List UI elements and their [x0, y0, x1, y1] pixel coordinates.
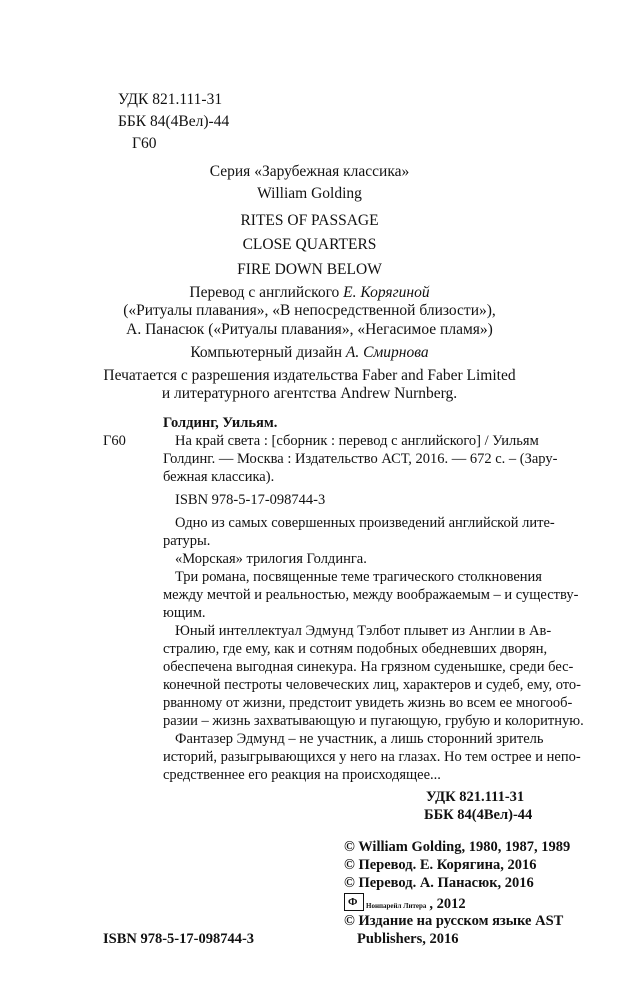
designer-name: А. Смирнова: [345, 344, 429, 361]
annotation-p1-line-1: Одно из самых совершенных произведений английской лите-: [175, 515, 555, 531]
series-label: Серия «Зарубежная классика»: [209, 163, 410, 180]
author-mark-top: Г60: [132, 135, 157, 152]
publisher-logo-text: Нонпарейл Литера: [366, 902, 427, 910]
permission-line-1: Печатается с разрешения издательства Faber and Faber Limited: [103, 367, 516, 384]
annotation-p3-line-3: ющим.: [163, 605, 206, 621]
copyright-line-6: Publishers, 2016: [357, 931, 459, 947]
copyright-logo-year: , 2012: [429, 896, 466, 912]
annotation-p5-line-1: Фантазер Эдмунд – не участник, а лишь сторонний зритель: [175, 731, 544, 747]
design-prefix: Компьютерный дизайн: [190, 344, 346, 361]
translator-prefix: Перевод с английского: [189, 284, 344, 301]
bibliography-line-3: бежная классика).: [163, 469, 275, 485]
title-fire-down-below: FIRE DOWN BELOW: [237, 261, 382, 278]
footer-isbn: ISBN 978-5-17-098744-3: [103, 931, 255, 947]
annotation-p1-line-2: ратуры.: [163, 533, 211, 549]
annotation-p5-line-3: средственнее его реакция на происходящее...: [163, 767, 441, 783]
annotation-p3-line-1: Три романа, посвященные теме трагического столкновения: [175, 569, 542, 585]
bbk-code-bottom: ББК 84(4Вел)-44: [424, 807, 533, 823]
translator-works-line: («Ритуалы плавания», «В непосредственной близости»),: [123, 302, 496, 319]
annotation-p4-line-1: Юный интеллектуал Эдмунд Тэлбот плывет из Англии в Ав-: [175, 623, 552, 639]
permission-line-2: и литературного агентства Andrew Nurnberg.: [161, 385, 458, 402]
bbk-code-top: ББК 84(4Вел)-44: [118, 113, 230, 130]
bibliography-author-mark: Г60: [103, 433, 126, 449]
bibliography-line-1: На край света : [сборник : перевод с английского] / Уильям: [175, 433, 539, 449]
title-rites-of-passage: RITES OF PASSAGE: [240, 212, 379, 229]
annotation-p5-line-2: историй, разыгрывающихся у него на глазах. Но тем острее и непо-: [163, 749, 581, 765]
translator-line: [0, 283, 619, 303]
bibliography-heading: Голдинг, Уильям.: [163, 415, 278, 431]
translator-name: Е. Корягиной: [343, 284, 430, 301]
author-english: William Golding: [257, 185, 362, 202]
udk-code-top: УДК 821.111-31: [118, 91, 223, 108]
copyright-line-4: [344, 893, 466, 913]
design-credit: [0, 343, 619, 363]
bibliography-line-2: Голдинг. — Москва : Издательство АСТ, 2016. — 672 с. – (Зару-: [163, 451, 558, 467]
annotation-p3-line-2: между мечтой и реальностью, между воображаемым – и существу-: [163, 587, 579, 603]
copyright-line-5: © Издание на русском языке AST: [344, 913, 564, 929]
annotation-p2: «Морская» трилогия Голдинга.: [175, 551, 367, 567]
annotation-p4-line-6: разии – жизнь захватывающую и пугающую, грубую и колоритную.: [163, 713, 584, 729]
copyright-line-3: © Перевод. А. Панасюк, 2016: [344, 875, 534, 891]
annotation-p4-line-4: конечной пестроты человеческих лиц, характеров и судеб, ему, ото-: [163, 677, 581, 693]
annotation-p4-line-2: стралию, где ему, как и сотням подобных обедневших дворян,: [163, 641, 548, 657]
title-close-quarters: CLOSE QUARTERS: [242, 236, 377, 253]
udk-code-bottom: УДК 821.111-31: [426, 789, 525, 805]
bibliography-isbn: ISBN 978-5-17-098744-3: [175, 492, 326, 508]
annotation-p4-line-5: рванному от жизни, предстоит увидеть жизнь во всем ее многооб-: [163, 695, 573, 711]
second-translator-line: А. Панасюк («Ритуалы плавания», «Негасимое пламя»): [126, 321, 493, 338]
copyright-line-2: © Перевод. Е. Корягина, 2016: [344, 857, 537, 873]
copyright-line-1: © William Golding, 1980, 1987, 1989: [344, 839, 571, 855]
annotation-p4-line-3: обеспечена выгодная синекура. На грязном суденышке, среди бес-: [163, 659, 574, 675]
publisher-logo-icon: Ф: [344, 893, 364, 911]
